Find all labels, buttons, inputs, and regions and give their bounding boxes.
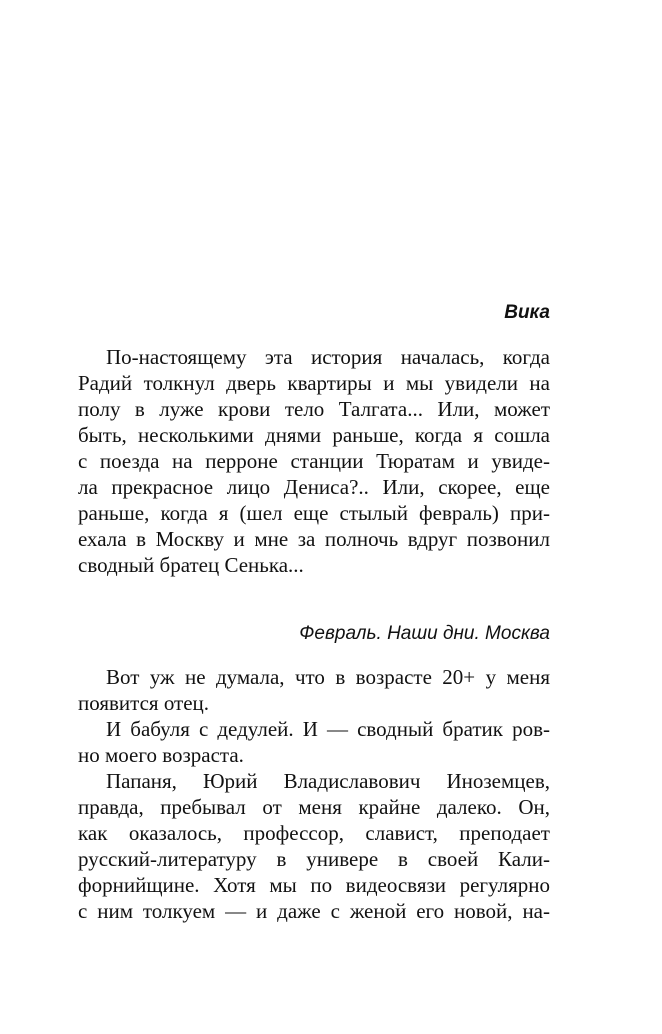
intro-line: Радий толкнул дверь квартиры и мы увидели на: [78, 371, 550, 395]
section-line: И бабуля с дедулей. И — сводный братик ров-: [106, 717, 550, 741]
section-line: Папаня, Юрий Владиславович Иноземцев,: [106, 769, 550, 793]
section-line: форнийщине. Хотя мы по видеосвязи регулярно: [78, 873, 550, 897]
section-title: Февраль. Наши дни. Москва: [299, 623, 550, 644]
intro-line: ла прекрасное лицо Дениса?.. Или, скорее, еще: [78, 475, 550, 499]
intro-line: ехала в Москву и мне за полночь вдруг позвонил: [78, 527, 550, 551]
intro-line: раньше, когда я (шел еще стылый февраль) при-: [78, 501, 550, 525]
section-line: но моего возраста.: [78, 743, 244, 767]
intro-line: По-настоящему эта история началась, когда: [106, 345, 550, 369]
intro-line: с поезда на перроне станции Тюратам и увиде-: [78, 449, 550, 473]
chapter-title: Вика: [504, 302, 550, 323]
section-line: правда, пребывал от меня крайне далеко. Он,: [78, 795, 550, 819]
intro-line: сводный братец Сенька...: [78, 553, 304, 577]
section-line: с ним толкуем — и даже с женой его новой, на-: [78, 899, 550, 923]
section-line: русский-литературу в универе в своей Кали-: [78, 847, 550, 871]
intro-line: полу в луже крови тело Талгата... Или, может: [78, 397, 550, 421]
section-line: как оказалось, профессор, славист, преподает: [78, 821, 550, 845]
intro-line: быть, несколькими днями раньше, когда я сошла: [78, 423, 550, 447]
section-line: Вот уж не думала, что в возрасте 20+ у меня: [106, 665, 550, 689]
section-line: появится отец.: [78, 691, 210, 715]
